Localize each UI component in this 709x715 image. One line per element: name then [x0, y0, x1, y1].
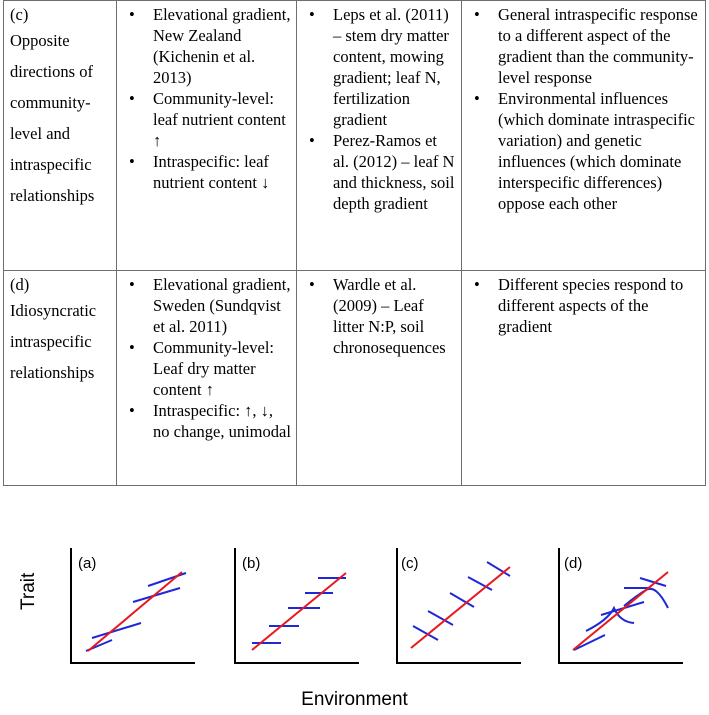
scenario-label-cell	[4, 1, 117, 271]
table-row	[4, 1, 706, 271]
list-item: • Intraspecific: ↑, ↓, no change, unimodal	[123, 400, 291, 442]
list-item: • Perez-Ramos et al. (2012) – leaf N and thickness, soil depth gradient	[303, 130, 456, 214]
list-item: • Elevational gradient, Sweden (Sundqvist et al. 2011)	[123, 274, 291, 337]
list-item: • Environmental influences (which dominate intraspecific variation) and genetic influences (which dominate interspecific differences) oppose each other	[468, 88, 700, 214]
scenario-name-line: relationships	[10, 363, 95, 382]
scenario-name-line: directions of	[10, 62, 93, 81]
list-item: • Community-level: Leaf dry matter content ↑	[123, 337, 291, 400]
panel-a-label: (a)	[78, 555, 97, 572]
scenario-name-line: community-	[10, 93, 91, 112]
example-cell	[117, 1, 297, 271]
scenario-name-line: intraspecific	[10, 332, 92, 351]
scenario-name-line: level and	[10, 124, 71, 143]
list-item: • Elevational gradient, New Zealand (Kichenin et al. 2013)	[123, 4, 291, 88]
list-item: • Different species respond to different aspects of the gradient	[468, 274, 700, 337]
example-cell	[117, 271, 297, 486]
scenario-b-plot-icon	[232, 548, 362, 668]
list-item: • General intraspecific response to a different aspect of the gradient than the community-level response	[468, 4, 700, 88]
table-row	[4, 271, 706, 486]
x-axis-label: Environment	[301, 689, 408, 710]
mechanism-cell	[462, 1, 706, 271]
scenario-label-cell	[4, 271, 117, 486]
panel-d-label: (d)	[564, 555, 583, 572]
panel-b-label: (b)	[242, 555, 261, 572]
scenario-name-line: relationships	[10, 186, 95, 205]
scenario-table	[3, 0, 706, 486]
scenario-d-plot-icon	[556, 548, 686, 668]
scenario-c-plot-icon	[394, 548, 524, 668]
scenario-name-line: intraspecific	[10, 155, 92, 174]
list-item: • Wardle et al. (2009) – Leaf litter N:P, soil chronosequences	[303, 274, 456, 358]
scenario-name-line: Opposite	[10, 31, 70, 50]
scenario-a-plot-icon	[68, 548, 198, 668]
reference-cell	[297, 1, 462, 271]
scenario-letter: (c)	[10, 5, 29, 24]
mechanism-cell	[462, 271, 706, 486]
list-item: • Community-level: leaf nutrient content ↑	[123, 88, 291, 151]
scenario-letter: (d)	[10, 275, 30, 294]
scenario-name-line: Idiosyncratic	[10, 301, 97, 320]
reference-cell	[297, 271, 462, 486]
list-item: • Intraspecific: leaf nutrient content ↓	[123, 151, 291, 193]
list-item: • Leps et al. (2011) – stem dry matter content, mowing gradient; leaf N, fertilization gradient	[303, 4, 456, 130]
y-axis-label: Trait	[18, 572, 39, 610]
panel-c-label: (c)	[401, 555, 419, 572]
